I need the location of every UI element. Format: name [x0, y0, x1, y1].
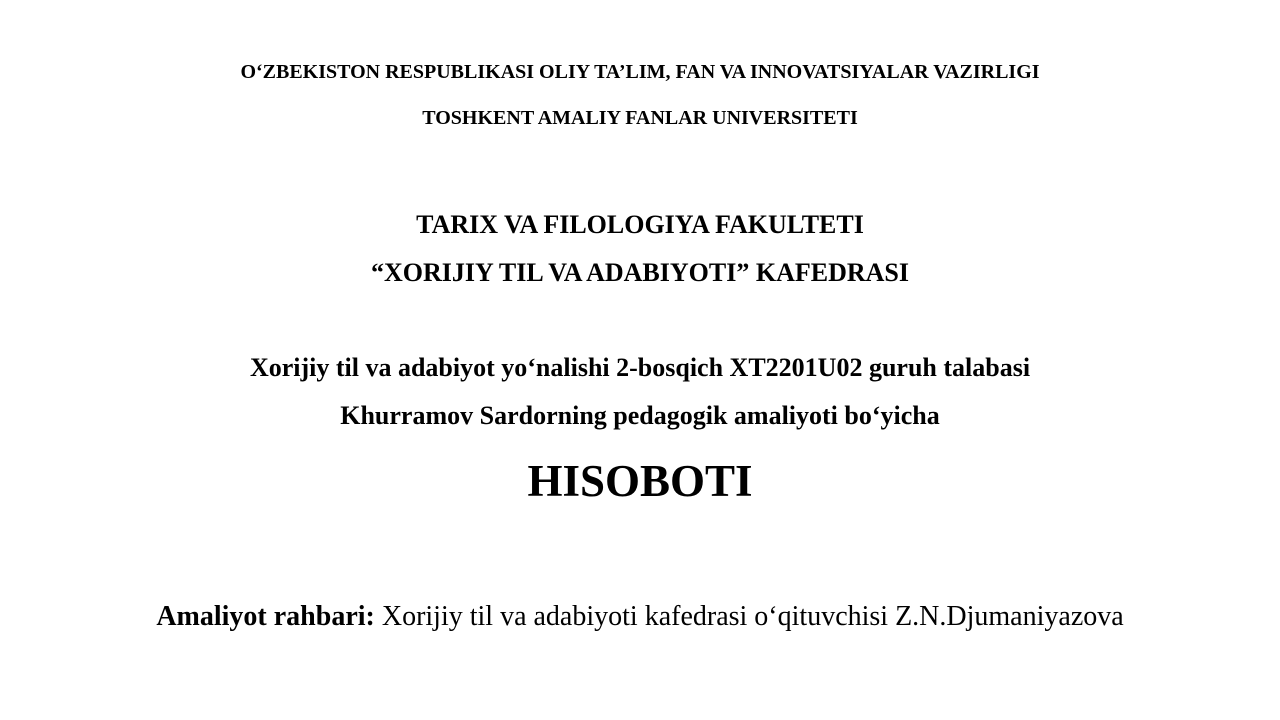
- supervisor-value: Xorijiy til va adabiyoti kafedrasi o‘qituvchisi Z.N.Djumaniyazova: [381, 601, 1124, 632]
- supervisor-label: Amaliyot rahbari:: [156, 601, 375, 632]
- report-title: HISOBOTI: [527, 456, 753, 506]
- ministry-heading: O‘ZBEKISTON RESPUBLIKASI OLIY TA’LIM, FAN VA INNOVATSIYALAR VAZIRLIGI: [240, 61, 1040, 83]
- faculty-heading: TARIX VA FILOLOGIYA FAKULTETI: [416, 210, 864, 239]
- student-info-line: Xorijiy til va adabiyot yo‘nalishi 2-bosqich XT2201U02 guruh talabasi: [249, 353, 1031, 382]
- practice-info-line: Khurramov Sardorning pedagogik amaliyoti bo‘yicha: [340, 401, 940, 430]
- supervisor-line: [0, 603, 1280, 631]
- university-heading: TOSHKENT AMALIY FANLAR UNIVERSITETI: [422, 107, 858, 129]
- department-heading: “XORIJIY TIL VA ADABIYOTI” KAFEDRASI: [371, 258, 909, 287]
